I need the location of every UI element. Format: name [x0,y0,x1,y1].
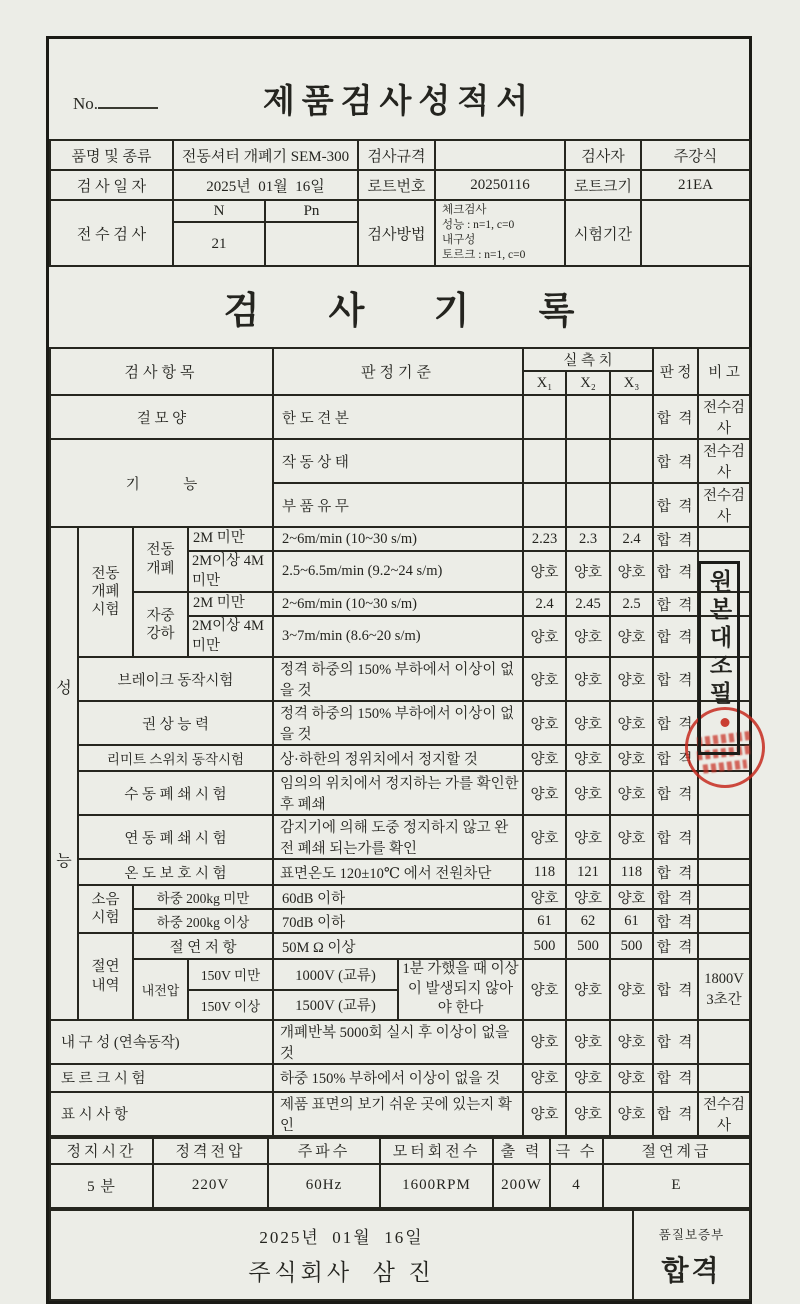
seal-text-line [702,759,747,773]
spec-value-row [50,1164,750,1208]
function1-x3 [610,439,653,483]
resist-criteria: 50M Ω 이상 [273,933,523,959]
col-header-criteria: 판정기준 [273,348,523,395]
noise-label-line1: 소음 [91,892,120,909]
product-name-value: 전동셔터 개폐기 SEM-300 [173,140,358,170]
spec-header-stop-time: 정지시간 [50,1138,153,1164]
spec-header-insulation-class: 절연계급 [603,1138,750,1164]
spec-value-insulation-class: E [603,1164,750,1208]
manual-x3: 양호 [610,771,653,815]
col-header-measured: 실 측 치 [523,348,653,371]
lot-size-value: 21EA [641,170,750,200]
pn-label: Pn [265,200,358,222]
manual-criteria: 임의의 위치에서 정지하는 가를 확인한 후 폐쇄 [273,771,523,815]
function-item: 기 능 [50,439,273,527]
info-row-product [50,140,750,170]
m1-criteria: 2~6m/min (10~30 s/m) [273,527,523,551]
noise-label-line2: 시험 [91,910,120,927]
inspector-label: 검사자 [565,140,641,170]
withstand-judge: 합 격 [653,959,698,1020]
performance-group-label [50,527,78,1020]
torque-x1: 양호 [523,1064,566,1092]
noise2-x2: 62 [566,909,610,933]
m1-condition: 2M 미만 [188,527,273,551]
noise2-criteria: 70dB 이하 [273,909,523,933]
temp-item: 온 도 보 호 시 험 [78,859,273,885]
noise1-x1: 양호 [523,885,566,909]
function1-x2 [566,439,610,483]
footer-signature-cell [50,1210,633,1300]
qa-department: 품질보증부 [658,1227,725,1242]
row-marking [50,1092,750,1136]
footer-qa-cell [633,1210,750,1300]
brake-criteria: 정격 하중의 150% 부하에서 이상이 없을 것 [273,657,523,701]
row-limit-switch [50,745,750,771]
m3-condition: 2M 미만 [188,592,273,616]
no-label: No. [73,94,99,113]
resist-item: 절 연 저 항 [133,933,273,959]
m2-condition: 2M이상 4M미만 [188,551,273,592]
interlock-x3: 양호 [610,815,653,859]
insul-label-line2: 내역 [91,977,120,994]
brake-x1: 양호 [523,657,566,701]
noise1-condition: 하중 200kg 미만 [133,885,273,909]
withstand-note: 1800V 3초간 [698,959,750,1020]
limit-item: 리미트 스위치 동작시험 [78,745,273,771]
m3-x2: 2.45 [566,592,610,616]
spec-value-stop-time: 5 분 [50,1164,153,1208]
manual-x2: 양호 [566,771,610,815]
resist-x1: 500 [523,933,566,959]
spec-header-output: 출 력 [493,1138,550,1164]
function2-criteria: 부 품 유 무 [273,483,523,527]
gravity-line2: 강하 [146,625,175,642]
limit-criteria: 상·하한의 정위치에서 정지할 것 [273,745,523,771]
withstand-x1: 양호 [523,959,566,1020]
gravity-drop-label [133,592,188,657]
footer-table [49,1209,751,1301]
function2-x1 [523,483,566,527]
torque-judge: 합 격 [653,1064,698,1092]
col-header-x1: X₁ [523,371,566,395]
spec-header-frequency: 주파수 [268,1138,380,1164]
product-name-label: 품명 및 종류 [50,140,173,170]
method-line-1: 체크검사 [442,204,487,217]
resist-x3: 500 [610,933,653,959]
row-function-1 [50,439,750,483]
footer-date: 2025년 01월 16일 [259,1227,424,1247]
durability-criteria: 개폐반복 5000회 실시 후 이상이 없을 것 [273,1020,523,1064]
row-durability [50,1020,750,1064]
marking-x1: 양호 [523,1092,566,1136]
spec-value-rated-voltage: 220V [153,1164,268,1208]
noise1-x2: 양호 [566,885,610,909]
noise1-judge: 합 격 [653,885,698,909]
m4-x1: 양호 [523,616,566,657]
row-withstand-1 [50,959,750,989]
inspection-standard-label: 검사규격 [358,140,435,170]
function1-x1 [523,439,566,483]
document-frame [46,36,752,1304]
motor-group-line3: 시험 [91,602,120,619]
record-section-title: 검 사 기 록 [223,291,605,332]
marking-item: 표 시 사 항 [50,1092,273,1136]
appearance-x2 [566,395,610,439]
row-brake [50,657,750,701]
withstand-x2: 양호 [566,959,610,1020]
lot-number-value: 20250116 [435,170,565,200]
test-period-value [641,200,750,266]
insul-label-line1: 절연 [91,959,120,976]
record-header-row-1 [50,348,750,371]
footer-company: 주식회사 삼 진 [248,1259,435,1285]
durability-judge: 합 격 [653,1020,698,1064]
m3-judge: 합 격 [653,592,698,616]
row-noise-2 [50,909,750,933]
function2-note: 전수검사 [698,483,750,527]
hoist-item: 권 상 능 력 [78,701,273,745]
inspection-info-table [49,139,751,267]
row-manual-close [50,771,750,815]
function1-criteria: 작 동 상 태 [273,439,523,483]
spec-value-output: 200W [493,1164,550,1208]
brake-judge: 합 격 [653,657,698,701]
noise2-x1: 61 [523,909,566,933]
withstand-x3: 양호 [610,959,653,1020]
resist-note [698,933,750,959]
interlock-x2: 양호 [566,815,610,859]
m2-judge: 합 격 [653,551,698,592]
n-label: N [173,200,265,222]
hoist-x2: 양호 [566,701,610,745]
appearance-item: 걸 모 양 [50,395,273,439]
spec-header-poles: 극 수 [550,1138,603,1164]
info-row-sampling-header [50,200,750,222]
m4-judge: 합 격 [653,616,698,657]
lot-number-label: 로트번호 [358,170,435,200]
interlock-x1: 양호 [523,815,566,859]
n-value: 21 [173,222,265,266]
w1-condition: 150V 미만 [188,959,273,989]
temp-x1: 118 [523,859,566,885]
appearance-judge: 합 격 [653,395,698,439]
performance-label-bottom: 능 [56,853,72,871]
noise2-x3: 61 [610,909,653,933]
marking-x2: 양호 [566,1092,610,1136]
durability-item: 내 구 성 (연속동작) [50,1020,273,1064]
electric-open-label [133,527,188,592]
original-copy-stamp-label: 원본대조필 [706,569,732,709]
gravity-line1: 자중 [146,607,175,624]
durability-x1: 양호 [523,1020,566,1064]
appearance-x1 [523,395,566,439]
spec-header-motor-rpm: 모터회전수 [380,1138,493,1164]
electric-line1: 전동 [146,542,175,559]
row-interlock-close [50,815,750,859]
performance-label-top: 성 [56,680,72,698]
limit-judge: 합 격 [653,745,698,771]
row-hoist [50,701,750,745]
appearance-note: 전수검사 [698,395,750,439]
m2-x3: 양호 [610,551,653,592]
m4-x3: 양호 [610,616,653,657]
limit-x3: 양호 [610,745,653,771]
page-title: 제품검사성적서 [262,84,536,120]
w2-value: 1500V (교류) [273,990,398,1020]
withstand-voltage-label: 내전압 [133,959,188,1020]
original-copy-stamp-box [698,561,740,755]
torque-x2: 양호 [566,1064,610,1092]
lot-size-label: 로트크기 [565,170,641,200]
spec-header-rated-voltage: 정격전압 [153,1138,268,1164]
m1-judge: 합 격 [653,527,698,551]
info-row-date [50,170,750,200]
motor-test-group-label [78,527,133,657]
durability-x3: 양호 [610,1020,653,1064]
resist-judge: 합 격 [653,933,698,959]
function1-judge: 합 격 [653,439,698,483]
qa-result: 합격 [661,1255,722,1287]
col-header-judge: 판 정 [653,348,698,395]
spec-value-motor-rpm: 1600RPM [380,1164,493,1208]
inspection-date-label: 검 사 일 자 [50,170,173,200]
row-torque [50,1064,750,1092]
row-temp-protection [50,859,750,885]
m4-criteria: 3~7m/min (8.6~20 s/m) [273,616,523,657]
appearance-x3 [610,395,653,439]
w2-condition: 150V 이상 [188,990,273,1020]
m2-criteria: 2.5~6.5m/min (9.2~24 s/m) [273,551,523,592]
w1-value: 1000V (교류) [273,959,398,989]
motor-spec-table [49,1137,751,1209]
temp-x2: 121 [566,859,610,885]
m1-x2: 2.3 [566,527,610,551]
m2-x2: 양호 [566,551,610,592]
torque-criteria: 하중 150% 부하에서 이상이 없을 것 [273,1064,523,1092]
col-header-note: 비 고 [698,348,750,395]
withstand-note-criteria: 1분 가했을 때 이상이 발생되지 않아야 한다 [398,959,523,1020]
interlock-item: 연 동 폐 쇄 시 험 [78,815,273,859]
temp-x3: 118 [610,859,653,885]
inspection-record-table [49,347,751,1137]
appearance-criteria: 한 도 견 본 [273,395,523,439]
function1-note: 전수검사 [698,439,750,483]
noise2-condition: 하중 200kg 이상 [133,909,273,933]
hoist-criteria: 정격 하중의 150% 부하에서 이상이 없을 것 [273,701,523,745]
noise2-note [698,909,750,933]
manual-judge: 합 격 [653,771,698,815]
hoist-x3: 양호 [610,701,653,745]
torque-x3: 양호 [610,1064,653,1092]
noise-test-label [78,885,133,933]
noise1-note [698,885,750,909]
marking-judge: 합 격 [653,1092,698,1136]
m3-x1: 2.4 [523,592,566,616]
manual-x1: 양호 [523,771,566,815]
m1-x1: 2.23 [523,527,566,551]
noise1-criteria: 60dB 이하 [273,885,523,909]
function2-x2 [566,483,610,527]
temp-note [698,859,750,885]
torque-item: 토 르 크 시 험 [50,1064,273,1092]
inspection-standard-value [435,140,565,170]
footer-row [50,1210,750,1300]
interlock-judge: 합 격 [653,815,698,859]
manual-item: 수 동 폐 쇄 시 험 [78,771,273,815]
inspection-date-value: 2025년 01월 16일 [173,170,358,200]
method-value [435,200,565,266]
limit-x1: 양호 [523,745,566,771]
motor-group-line1: 전동 [91,565,120,582]
row-motor-open-1 [50,527,750,551]
row-insulation-resistance [50,933,750,959]
noise2-judge: 합 격 [653,909,698,933]
hoist-x1: 양호 [523,701,566,745]
hoist-judge: 합 격 [653,701,698,745]
inspector-value: 주강식 [641,140,750,170]
interlock-note [698,815,750,859]
interlock-criteria: 감지기에 의해 도중 정지하지 않고 완전 폐쇄 되는가를 확인 [273,815,523,859]
method-line-2: 성능 : n=1, c=0 [442,219,515,232]
test-period-label: 시험기간 [565,200,641,266]
method-line-3: 내구성 [442,234,476,246]
limit-x2: 양호 [566,745,610,771]
function2-x3 [610,483,653,527]
function2-judge: 합 격 [653,483,698,527]
marking-note: 전수검사 [698,1092,750,1136]
method-line-4: 토르크 : n=1, c=0 [442,248,526,261]
motor-group-line2: 개폐 [91,584,120,601]
row-noise-1 [50,885,750,909]
durability-note [698,1020,750,1064]
noise1-x3: 양호 [610,885,653,909]
m4-x2: 양호 [566,616,610,657]
insulation-group-label [78,933,133,1020]
brake-x2: 양호 [566,657,610,701]
pn-value [265,222,358,266]
m4-condition: 2M이상 4M미만 [188,616,273,657]
brake-x3: 양호 [610,657,653,701]
method-label: 검사방법 [358,200,435,266]
full-inspection-label: 전 수 검 사 [50,200,173,266]
col-header-item: 검사항목 [50,348,273,395]
col-header-x2: X₂ [566,371,610,395]
torque-note [698,1064,750,1092]
resist-x2: 500 [566,933,610,959]
durability-x2: 양호 [566,1020,610,1064]
m2-x1: 양호 [523,551,566,592]
row-appearance [50,395,750,439]
temp-criteria: 표면온도 120±10℃ 에서 전원차단 [273,859,523,885]
electric-line2: 개폐 [146,560,175,577]
col-header-x3: X₃ [610,371,653,395]
spec-header-row [50,1138,750,1164]
marking-criteria: 제품 표면의 보기 쉬운 곳에 있는지 확인 [273,1092,523,1136]
spec-value-frequency: 60Hz [268,1164,380,1208]
row-gravity-1 [50,592,750,616]
temp-judge: 합 격 [653,859,698,885]
m1-note [698,527,750,551]
document-header [49,39,749,139]
m3-x3: 2.5 [610,592,653,616]
spec-value-poles: 4 [550,1164,603,1208]
brake-item: 브레이크 동작시험 [78,657,273,701]
m1-x3: 2.4 [610,527,653,551]
m3-criteria: 2~6m/min (10~30 s/m) [273,592,523,616]
marking-x3: 양호 [610,1092,653,1136]
